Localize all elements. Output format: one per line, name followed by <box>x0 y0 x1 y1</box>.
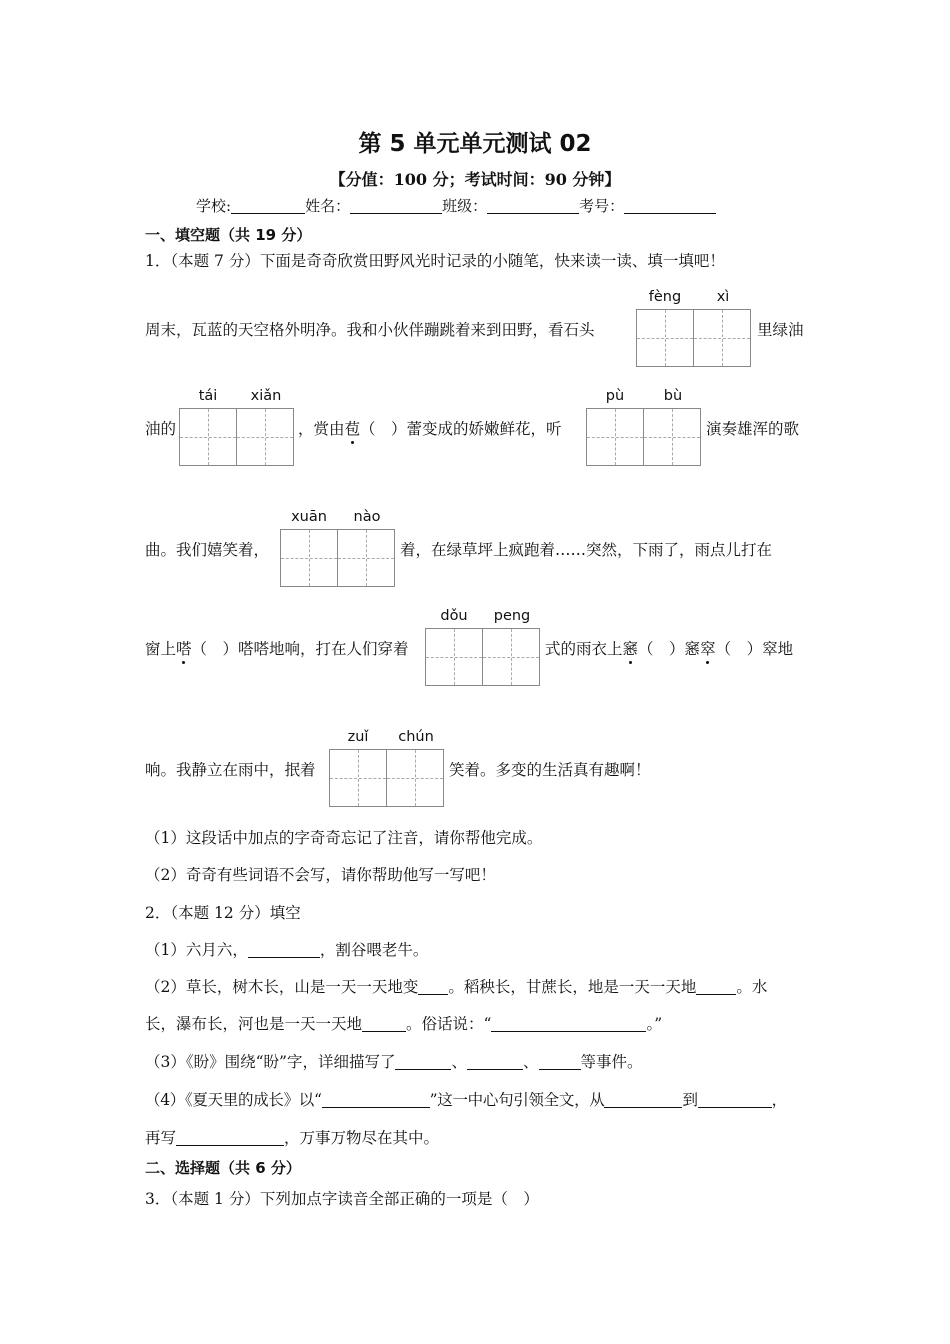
tianzige-zuichun[interactable] <box>329 749 444 807</box>
dotted-char-da: 嗒 <box>176 640 192 658</box>
question-2-stem: 2．（本题 12 分）填空 <box>145 904 301 922</box>
name-field[interactable] <box>350 197 442 214</box>
passage-line-3a: 曲。我们嬉笑着， <box>145 541 270 559</box>
blank[interactable] <box>362 1015 406 1032</box>
passage-line-2b: ，赏由苞（ ）蕾变成的娇嫩鲜花，听 <box>298 420 562 438</box>
dotted-char-bao: 苞 <box>344 420 361 438</box>
question-1-sub-1: （1）这段话中加点的字奇奇忘记了注音，请你帮他完成。 <box>145 829 543 847</box>
blank[interactable] <box>176 1129 284 1146</box>
passage-line-4a: 窗上嗒（ ）嗒嗒地响，打在人们穿着 <box>145 640 409 658</box>
school-field[interactable] <box>231 197 305 214</box>
class-label: 班级： <box>442 197 488 215</box>
passage-line-3b: 着，在绿草坪上疯跑着……突然，下雨了，雨点儿打在 <box>400 541 773 559</box>
tianzige-xuannao[interactable] <box>280 529 395 587</box>
passage-line-4c: 式的雨衣上窸（ ）窸窣（ ）窣地 <box>545 640 794 658</box>
blank[interactable] <box>539 1053 581 1070</box>
blank[interactable] <box>698 1091 772 1108</box>
blank[interactable] <box>696 978 736 995</box>
pinyin-xi: xì <box>716 289 730 305</box>
pinyin-peng: peng <box>493 608 531 624</box>
passage-line-2d: 演奏雄浑的歌 <box>706 420 800 438</box>
exam-info: 【分值：100 分；考试时间：90 分钟】 <box>329 170 621 189</box>
question-2-sub-1: （1）六月六， ，割谷喂老牛。 <box>145 941 429 959</box>
question-2-sub-4-line-1: （4）《夏天里的成长》以“ ”这一中心句引领全文，从 到 ， <box>145 1091 787 1109</box>
section-heading-fill: 一、填空题（共 19 分） <box>145 226 312 244</box>
pinyin-xuan: xuān <box>291 509 327 525</box>
question-3-stem: 3．（本题 1 分）下列加点字读音全部正确的一项是（ ） <box>145 1190 539 1208</box>
passage-line-1a: 周末，瓦蓝的天空格外明净。我和小伙伴蹦跳着来到田野，看石头 <box>145 321 595 339</box>
question-2-sub-2-line-1: （2）草长，树木长，山是一天一天地变 。稻秧长，甘蔗长，地是一天一天地 。水 <box>145 978 768 996</box>
class-field[interactable] <box>487 197 579 214</box>
dotted-char-su: 窣 <box>700 640 716 658</box>
page-title: 第 5 单元单元测试 02 <box>358 131 592 157</box>
tianzige-pubu[interactable] <box>586 408 701 466</box>
passage-line-5a: 响。我静立在雨中，抿着 <box>145 761 316 779</box>
question-2-sub-3: （3）《盼》围绕“盼”字，详细描写了 、 、 等事件。 <box>145 1053 643 1071</box>
pinyin-zui: zuǐ <box>347 729 369 745</box>
section-heading-choice: 二、选择题（共 6 分） <box>145 1159 301 1177</box>
id-field[interactable] <box>624 197 716 214</box>
question-2-sub-4-line-2: 再写 ，万事万物尽在其中。 <box>145 1129 440 1147</box>
question-1-sub-2: （2）奇奇有些词语不会写，请你帮助他写一写吧！ <box>145 866 496 884</box>
tianzige-fengxi[interactable] <box>636 309 751 367</box>
tianzige-doupeng[interactable] <box>425 628 540 686</box>
question-1-stem: 1．（本题 7 分）下面是奇奇欣赏田野风光时记录的小随笔，快来读一读、填一填吧！ <box>145 252 725 270</box>
dotted-char-xi: 窸 <box>622 640 639 658</box>
pinyin-tai: tái <box>198 388 218 404</box>
pinyin-chun: chún <box>398 729 434 745</box>
passage-line-1b: 里绿油 <box>757 321 804 339</box>
id-label: 考号： <box>579 197 625 215</box>
tianzige-taixian[interactable] <box>179 408 294 466</box>
passage-line-5b: 笑着。多变的生活真有趣啊！ <box>449 761 651 779</box>
school-label: 学校: <box>196 197 232 215</box>
pinyin-feng: fèng <box>648 289 682 305</box>
passage-line-2a: 油的 <box>145 420 177 438</box>
pinyin-dou: dǒu <box>440 608 468 624</box>
question-2-sub-2-line-2: 长，瀑布长，河也是一天一天地 。俗话说：“ 。” <box>145 1015 663 1033</box>
blank[interactable] <box>418 978 448 995</box>
blank[interactable] <box>467 1053 523 1070</box>
blank[interactable] <box>248 941 320 958</box>
student-info-line <box>196 195 716 216</box>
blank[interactable] <box>491 1015 646 1032</box>
blank[interactable] <box>604 1091 682 1108</box>
pinyin-pu: pù <box>605 388 625 404</box>
pinyin-xian: xiǎn <box>250 388 282 404</box>
blank[interactable] <box>322 1091 430 1108</box>
pinyin-bu: bù <box>663 388 683 404</box>
name-label: 姓名： <box>305 197 351 215</box>
blank[interactable] <box>395 1053 451 1070</box>
pinyin-nao: nào <box>353 509 381 525</box>
